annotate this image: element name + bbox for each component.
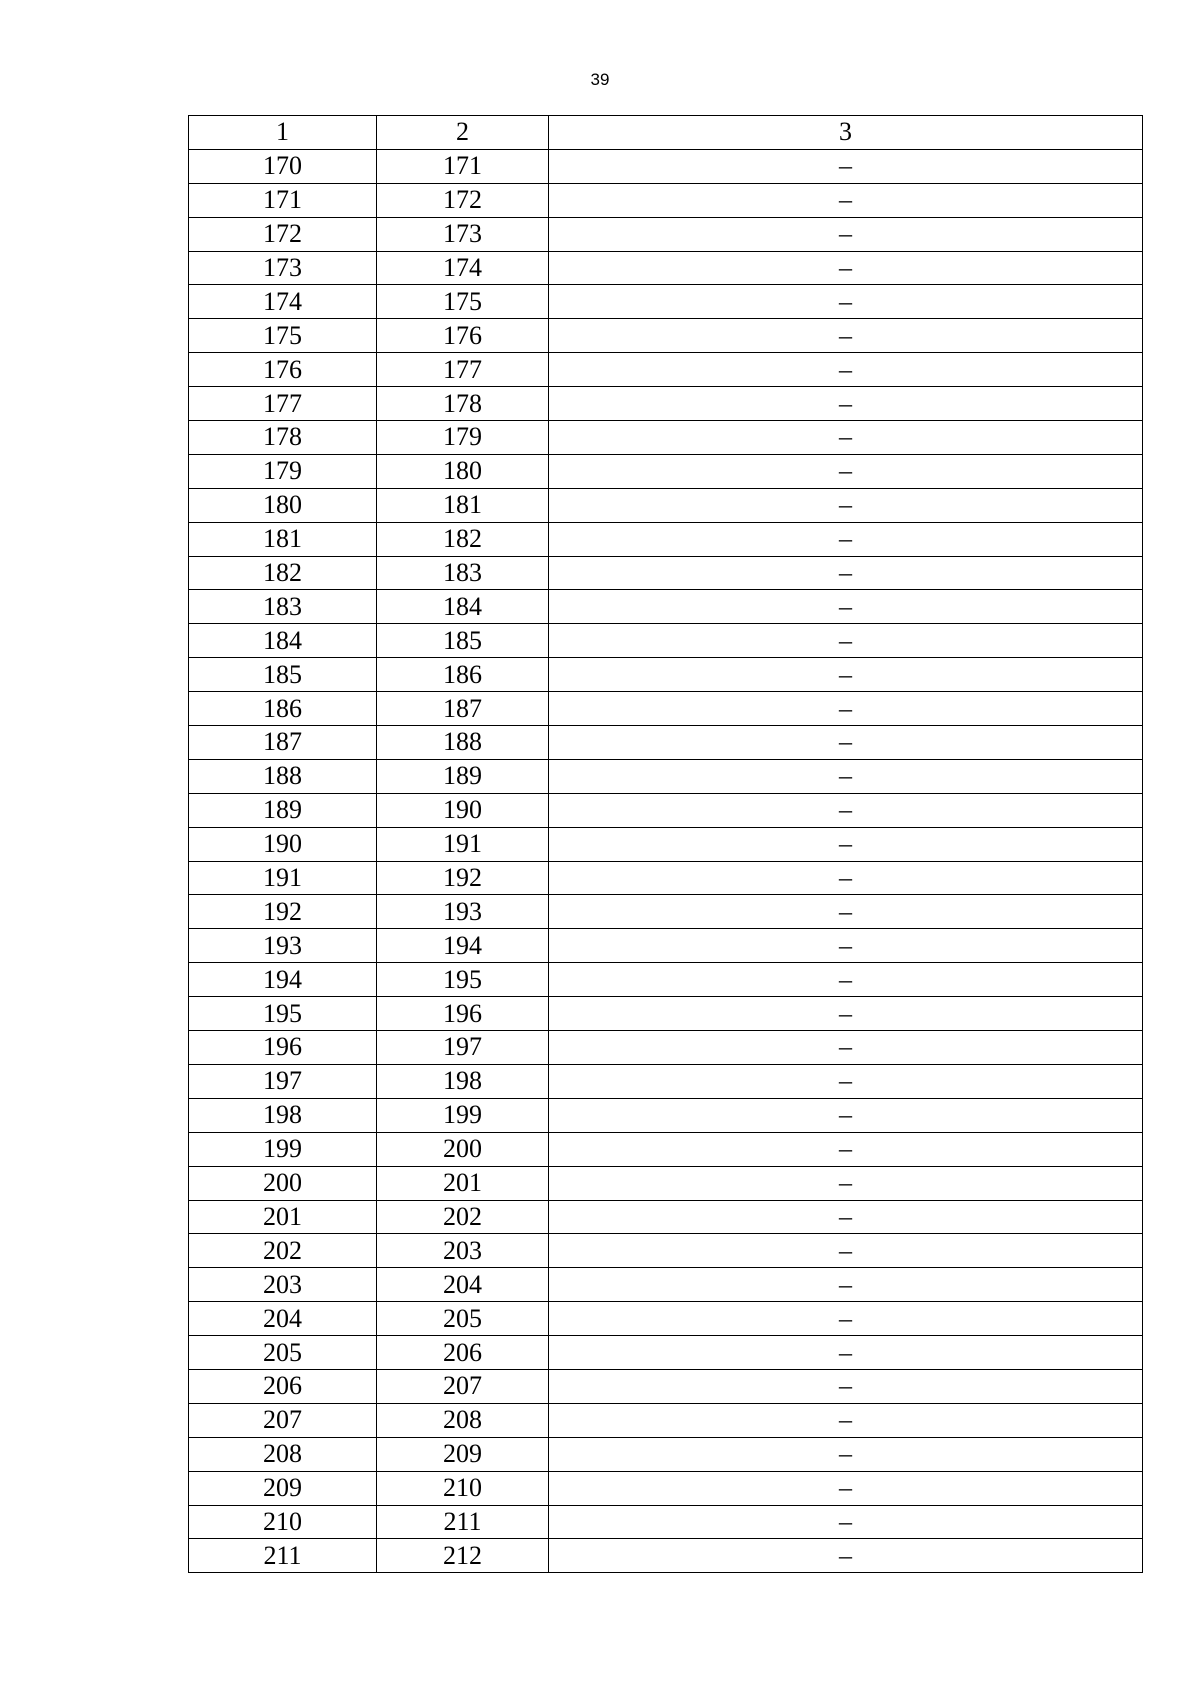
table-row [189,1132,1143,1166]
cell-col1: 170 [189,149,377,183]
table-row [189,556,1143,590]
cell-col2: 195 [377,963,549,997]
cell-col3: – [549,1539,1143,1573]
cell-col1: 191 [189,861,377,895]
cell-col3: – [549,285,1143,319]
cell-col3: – [549,1064,1143,1098]
table-row [189,1471,1143,1505]
cell-col2: 210 [377,1471,549,1505]
cell-col3: – [549,929,1143,963]
cell-col3: – [549,1336,1143,1370]
cell-col1: 177 [189,387,377,421]
cell-col1: 209 [189,1471,377,1505]
cell-col2: 206 [377,1336,549,1370]
cell-col2: 183 [377,556,549,590]
table-row [189,353,1143,387]
table-row [189,1403,1143,1437]
table-row [189,319,1143,353]
cell-col2: 196 [377,997,549,1031]
cell-col1: 205 [189,1336,377,1370]
cell-col3: – [549,1505,1143,1539]
cell-col2: 178 [377,387,549,421]
cell-col2: 212 [377,1539,549,1573]
cell-col3: – [549,1302,1143,1336]
cell-col2: 198 [377,1064,549,1098]
cell-col1: 189 [189,793,377,827]
table-row [189,1369,1143,1403]
cell-col1: 202 [189,1234,377,1268]
table-row [189,488,1143,522]
cell-col3: – [549,319,1143,353]
cell-col1: 184 [189,624,377,658]
table-row [189,590,1143,624]
cell-col2: 175 [377,285,549,319]
cell-col1: 172 [189,217,377,251]
cell-col1: 190 [189,827,377,861]
cell-col3: – [549,488,1143,522]
table-row [189,658,1143,692]
cell-col2: 176 [377,319,549,353]
cell-col2: 182 [377,522,549,556]
cell-col2: 193 [377,895,549,929]
cell-col3: – [549,1098,1143,1132]
table-row [189,1031,1143,1065]
cell-col3: – [549,1403,1143,1437]
table-row [189,1268,1143,1302]
table-row [189,285,1143,319]
cell-col3: – [549,251,1143,285]
cell-col1: 179 [189,454,377,488]
header-cell-col2: 2 [377,116,549,150]
cell-col2: 185 [377,624,549,658]
cell-col3: – [549,421,1143,455]
cell-col3: – [549,522,1143,556]
cell-col2: 189 [377,759,549,793]
cell-col1: 208 [189,1437,377,1471]
table-row [189,1336,1143,1370]
data-table [188,115,1143,1573]
cell-col1: 180 [189,488,377,522]
table-row [189,1302,1143,1336]
cell-col2: 172 [377,183,549,217]
table-row [189,217,1143,251]
table-row [189,1200,1143,1234]
cell-col3: – [549,217,1143,251]
cell-col1: 198 [189,1098,377,1132]
cell-col1: 174 [189,285,377,319]
table-row [189,861,1143,895]
table-row [189,183,1143,217]
cell-col3: – [549,1166,1143,1200]
cell-col3: – [549,997,1143,1031]
cell-col2: 208 [377,1403,549,1437]
cell-col1: 192 [189,895,377,929]
cell-col1: 188 [189,759,377,793]
cell-col1: 195 [189,997,377,1031]
header-cell-col1: 1 [189,116,377,150]
table-row [189,1505,1143,1539]
cell-col1: 193 [189,929,377,963]
table-row [189,454,1143,488]
cell-col2: 186 [377,658,549,692]
cell-col3: – [549,590,1143,624]
cell-col2: 197 [377,1031,549,1065]
cell-col1: 206 [189,1369,377,1403]
table-row [189,759,1143,793]
cell-col2: 202 [377,1200,549,1234]
cell-col2: 188 [377,726,549,760]
cell-col2: 209 [377,1437,549,1471]
table-row [189,793,1143,827]
cell-col1: 173 [189,251,377,285]
cell-col2: 200 [377,1132,549,1166]
cell-col3: – [549,353,1143,387]
cell-col2: 192 [377,861,549,895]
cell-col2: 204 [377,1268,549,1302]
cell-col3: – [549,1471,1143,1505]
cell-col3: – [549,692,1143,726]
table-row [189,522,1143,556]
cell-col3: – [549,658,1143,692]
cell-col3: – [549,1200,1143,1234]
cell-col1: 171 [189,183,377,217]
cell-col1: 210 [189,1505,377,1539]
cell-col1: 204 [189,1302,377,1336]
cell-col1: 197 [189,1064,377,1098]
cell-col1: 194 [189,963,377,997]
cell-col3: – [549,759,1143,793]
cell-col2: 201 [377,1166,549,1200]
cell-col2: 184 [377,590,549,624]
table-row [189,1098,1143,1132]
cell-col3: – [549,726,1143,760]
cell-col1: 199 [189,1132,377,1166]
cell-col1: 181 [189,522,377,556]
cell-col1: 176 [189,353,377,387]
cell-col3: – [549,793,1143,827]
cell-col2: 191 [377,827,549,861]
table-row [189,895,1143,929]
cell-col2: 211 [377,1505,549,1539]
cell-col3: – [549,1234,1143,1268]
table-row [189,251,1143,285]
cell-col3: – [549,1031,1143,1065]
cell-col1: 187 [189,726,377,760]
cell-col3: – [549,861,1143,895]
cell-col1: 182 [189,556,377,590]
cell-col2: 174 [377,251,549,285]
cell-col1: 175 [189,319,377,353]
header-cell-col3: 3 [549,116,1143,150]
cell-col3: – [549,963,1143,997]
cell-col3: – [549,454,1143,488]
cell-col1: 196 [189,1031,377,1065]
table-row [189,421,1143,455]
page-number: 39 [590,70,610,89]
cell-col3: – [549,387,1143,421]
cell-col1: 201 [189,1200,377,1234]
table-row [189,149,1143,183]
table-row [189,624,1143,658]
cell-col2: 171 [377,149,549,183]
cell-col1: 186 [189,692,377,726]
cell-col2: 205 [377,1302,549,1336]
table-body [189,116,1143,1573]
table-row [189,692,1143,726]
table-row [189,1064,1143,1098]
cell-col2: 173 [377,217,549,251]
cell-col1: 211 [189,1539,377,1573]
cell-col2: 207 [377,1369,549,1403]
table-row [189,387,1143,421]
cell-col3: – [549,1369,1143,1403]
table-header-row [189,116,1143,150]
table-row [189,827,1143,861]
table-row [189,1166,1143,1200]
cell-col3: – [549,1437,1143,1471]
cell-col2: 187 [377,692,549,726]
cell-col2: 194 [377,929,549,963]
cell-col1: 183 [189,590,377,624]
cell-col2: 179 [377,421,549,455]
cell-col3: – [549,827,1143,861]
cell-col1: 200 [189,1166,377,1200]
cell-col2: 181 [377,488,549,522]
table-row [189,1539,1143,1573]
cell-col3: – [549,895,1143,929]
cell-col3: – [549,556,1143,590]
cell-col1: 203 [189,1268,377,1302]
cell-col3: – [549,1132,1143,1166]
table-row [189,997,1143,1031]
cell-col3: – [549,183,1143,217]
cell-col2: 203 [377,1234,549,1268]
cell-col3: – [549,1268,1143,1302]
table-row [189,726,1143,760]
cell-col1: 178 [189,421,377,455]
cell-col1: 185 [189,658,377,692]
cell-col2: 177 [377,353,549,387]
table-row [189,1437,1143,1471]
table-row [189,1234,1143,1268]
table-row [189,929,1143,963]
cell-col1: 207 [189,1403,377,1437]
cell-col2: 199 [377,1098,549,1132]
cell-col3: – [549,149,1143,183]
table-row [189,963,1143,997]
cell-col2: 190 [377,793,549,827]
cell-col2: 180 [377,454,549,488]
cell-col3: – [549,624,1143,658]
